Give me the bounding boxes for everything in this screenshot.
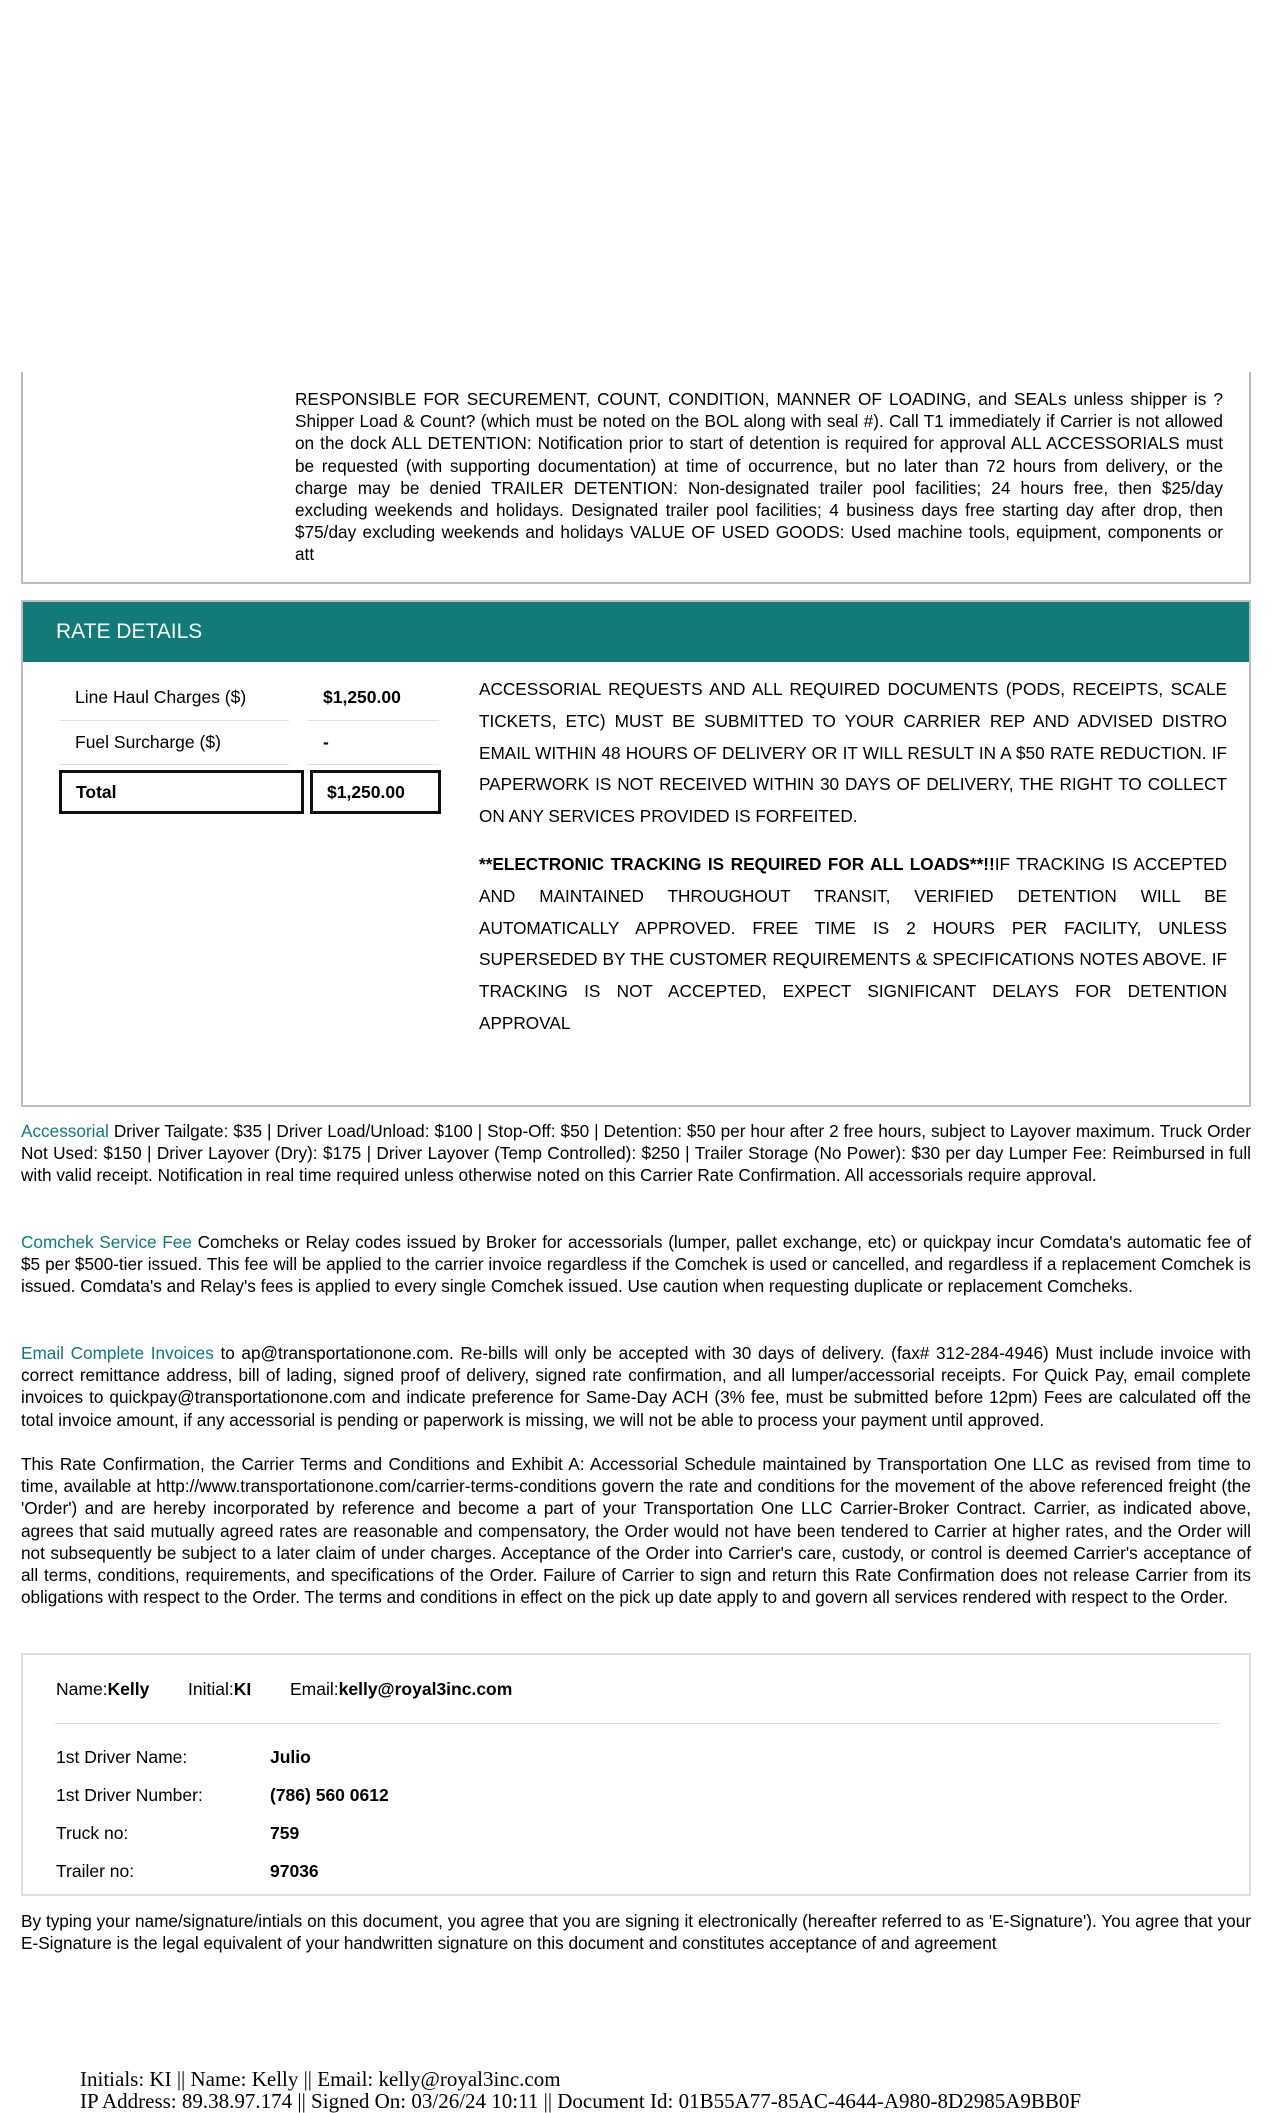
rate-label: Fuel Surcharge ($) — [75, 732, 221, 752]
signer-initial — [188, 1679, 251, 1700]
invoice-text: to ap@transportationone.com. Re-bills will only be accepted with 30 days of delivery. (fax# 312-284-4946) Must include invoice with correct remittance address, bill of lading, signed proof of delivery, signed rate confirmation, and all lumper/accessorial receipts. For Quick Pay, email complete invoices to quickpay@transportationone.com and indicate preference for Same-Day ACH (3% fee, must be submitted before 12pm) Fees are calculated off the total invoice amount, if any accessorial is pending or paperwork is missing, we will not be able to process your payment until approved. — [21, 1343, 1251, 1430]
tracking-notice-bold: **ELECTRONIC TRACKING IS REQUIRED FOR ALL LOADS**!! — [479, 853, 995, 874]
comchek-title: Comchek Service Fee — [21, 1232, 192, 1252]
signer-name — [56, 1679, 149, 1700]
tracking-notice-text: IF TRACKING IS ACCEPTED AND MAINTAINED THROUGHOUT TRANSIT, VERIFIED DETENTION WILL BE AUTOMATICALLY APPROVED. FREE TIME IS 2 HOURS PER FACILITY, UNLESS SUPERSEDED BY THE CUSTOMER REQUIREMENTS & SPECIFICATIONS NOTES ABOVE. IF TRACKING IS NOT ACCEPTED, EXPECT SIGNIFICANT DELAYS FOR DETENTION APPROVAL — [479, 853, 1227, 1033]
footer-line-initials: Initials: KI || Name: Kelly || Email: kelly@royal3inc.com — [80, 2067, 561, 2091]
accessorial-text: Driver Tailgate: $35 | Driver Load/Unload: $100 | Stop-Off: $50 | Detention: $50 per hour after 2 free hours, subject to Layover maximum. Truck Order Not Used: $150 | Driver Layover (Dry): $175 | Driver Layover (Temp Controlled): $250 | Trailer Storage (No Power): $30 per day Lumper Fee: Reimbursed in full with valid receipt. Notification in real time required unless otherwise noted on this Carrier Rate Confirmation. All accessorials require approval. — [21, 1121, 1251, 1186]
special-instructions-box — [21, 372, 1251, 584]
rate-details-section — [21, 600, 1251, 1107]
rate-divider — [59, 720, 289, 721]
truck-number-value: 759 — [270, 1823, 300, 1843]
trailer-number-label: Trailer no: — [56, 1861, 135, 1881]
accessorial-paperwork-notice: ACCESSORIAL REQUESTS AND ALL REQUIRED DOCUMENTS (PODS, RECEIPTS, SCALE TICKETS, ETC) MUST BE SUBMITTED TO YOUR CARRIER REP AND ADVISED DISTRO EMAIL WITHIN 48 HOURS OF DELIVERY OR IT WILL RESULT IN A $50 RATE REDUCTION. IF PAPERWORK IS NOT RECEIVED WITHIN 30 DAYS OF DELIVERY, THE RIGHT TO COLLECT ON ANY SERVICES PROVIDED IS FORFEITED. — [479, 679, 1227, 827]
accessorial-clause — [21, 1120, 1251, 1187]
signer-initial-label: Initial: — [188, 1679, 234, 1699]
tracking-notice — [479, 849, 1227, 1040]
signer-name-value: Kelly — [107, 1679, 150, 1699]
signer-name-label: Name: — [56, 1679, 108, 1699]
driver-number-label: 1st Driver Number: — [56, 1785, 203, 1805]
truck-number-label: Truck no: — [56, 1823, 129, 1843]
rate-divider — [307, 720, 439, 721]
trailer-number-value: 97036 — [270, 1861, 319, 1881]
footer-line-ip: IP Address: 89.38.97.174 || Signed On: 03/26/24 10:11 || Document Id: 01B55A77-85AC-4644-A980-8D2985A9BB0F — [80, 2089, 1082, 2113]
total-value: $1,250.00 — [327, 782, 405, 802]
rate-divider — [59, 764, 289, 765]
signer-initial-value: KI — [233, 1679, 252, 1699]
accessorial-title: Accessorial — [21, 1121, 109, 1141]
signer-email-label: Email: — [290, 1679, 339, 1699]
rate-notes — [479, 674, 1227, 1056]
invoice-title: Email Complete Invoices — [21, 1343, 214, 1363]
total-value-cell — [310, 770, 441, 814]
signature-box — [21, 1653, 1251, 1896]
terms-clause: This Rate Confirmation, the Carrier Terms and Conditions and Exhibit A: Accessorial Schedule maintained by Transportation One LLC as revised from time to time, available at http://www.transportationone.com/carrier-terms-conditions govern the rate and conditions for the movement of the above referenced freight (the 'Order') and are hereby incorporated by reference and become a part of your Transportation One LLC Carrier-Broker Contract. Carrier, as indicated above, agrees that said mutually agreed rates are reasonable and compensatory, the Order would not have been tendered to Carrier at higher rates, and the Order will not subsequently be subject to a later claim of under charges. Acceptance of the Order into Carrier's care, custody, or control is deemed Carrier's acceptance of all terms, conditions, requirements, and specifications of the Order. Failure of Carrier to sign and return this Rate Confirmation does not release Carrier from its obligations with respect to the Order. The terms and conditions in effect on the pick up date apply to and govern all services rendered with respect to the Order. — [21, 1454, 1251, 1608]
signer-email — [290, 1679, 512, 1700]
signer-email-value: kelly@royal3inc.com — [338, 1679, 513, 1699]
signature-footer — [80, 2068, 1260, 2112]
driver-name-label: 1st Driver Name: — [56, 1747, 188, 1767]
total-label: Total — [76, 782, 117, 802]
driver-number-value: (786) 560 0612 — [270, 1785, 389, 1805]
rate-divider — [307, 764, 439, 765]
rate-value: - — [323, 732, 329, 752]
invoice-clause — [21, 1342, 1251, 1431]
special-instructions-text: RESPONSIBLE FOR SECUREMENT, COUNT, CONDITION, MANNER OF LOADING, and SEALs unless shipper is ?Shipper Load & Count? (which must be noted on the BOL along with seal #). Call T1 immediately if Carrier is not allowed on the dock ALL DETENTION: Notification prior to start of detention is required for approval ALL ACCESSORIALS must be requested (with supporting documentation) at time of occurrence, but no later than 72 hours from delivery, or the charge may be denied TRAILER DETENTION: Non-designated trailer pool facilities; 24 hours free, then $25/day excluding weekends and holidays. Designated trailer pool facilities; 4 business days free starting day after drop, then $75/day excluding weekends and holidays VALUE OF USED GOODS: Used machine tools, equipment, components or att — [295, 389, 1223, 565]
esignature-notice: By typing your name/signature/intials on this document, you agree that you are signing it electronically (hereafter referred to as 'E-Signature'). You agree that your E-Signature is the legal equivalent of your handwritten signature on this document and constitutes acceptance of and agreement — [21, 1911, 1251, 1954]
rate-value: $1,250.00 — [323, 687, 401, 707]
rate-details-header: RATE DETAILS — [23, 602, 1249, 662]
rate-label: Line Haul Charges ($) — [75, 687, 247, 707]
driver-name-value: Julio — [270, 1747, 311, 1767]
signature-divider — [55, 1723, 1219, 1724]
total-label-cell — [59, 770, 304, 814]
comchek-text: Comcheks or Relay codes issued by Broker for accessorials (lumper, pallet exchange, etc) or quickpay incur Comdata's automatic fee of $5 per $500-tier issued. This fee will be applied to the carrier invoice regardless if the Comchek is used or cancelled, and regardless if a replacement Comchek is issued. Comdata's and Relay's fees is applied to every single Comchek issued. Use caution when requesting duplicate or replacement Comcheks. — [21, 1232, 1252, 1297]
comchek-clause — [21, 1231, 1251, 1298]
